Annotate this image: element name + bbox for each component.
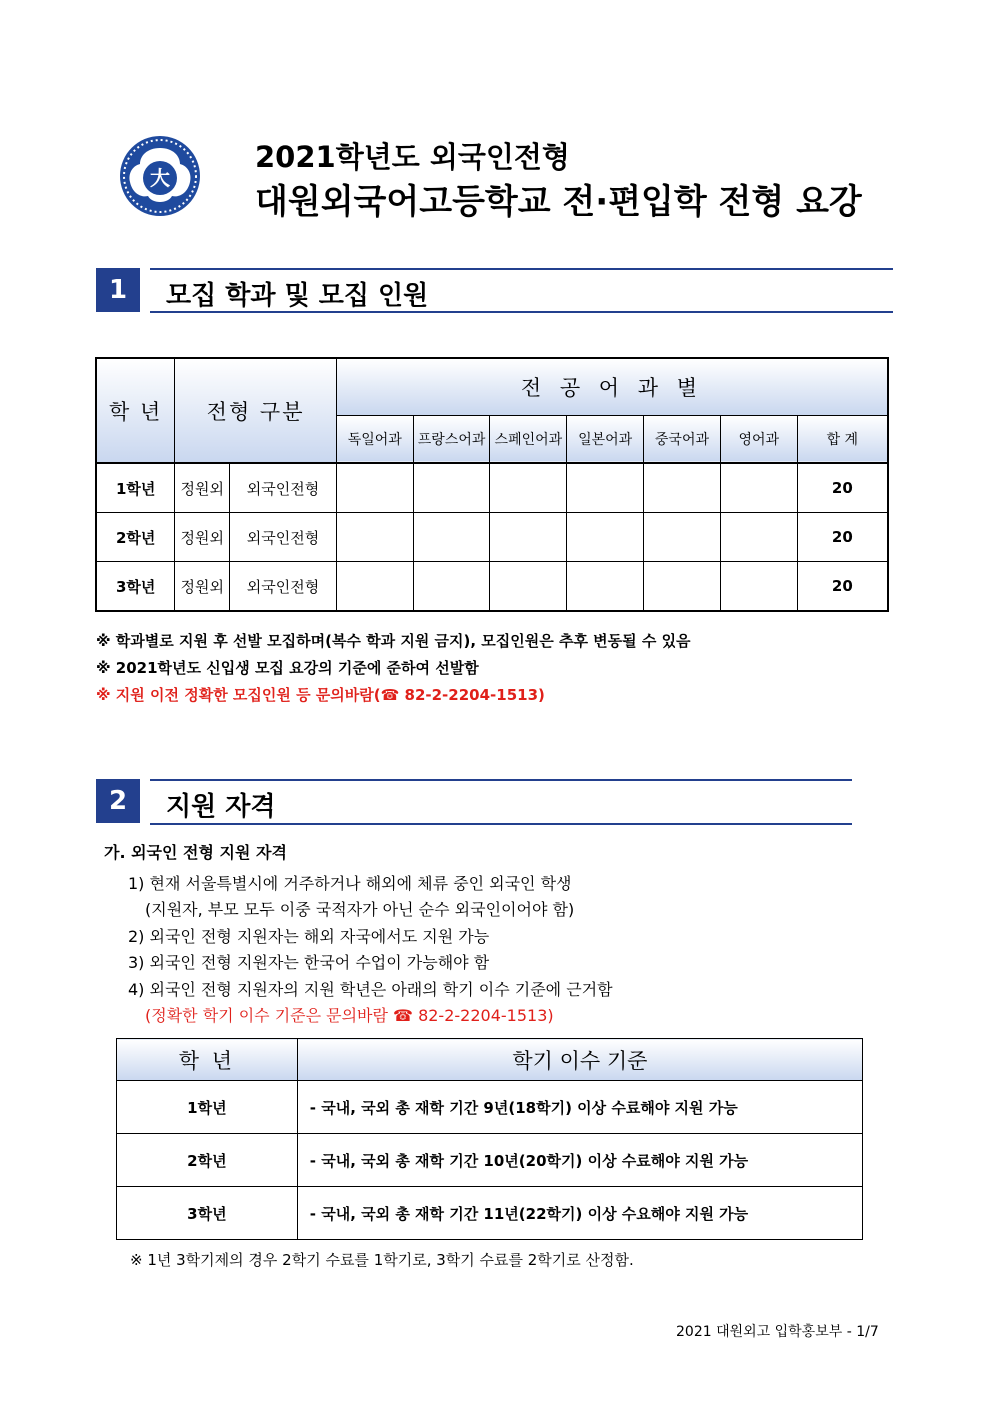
table-row [117, 1134, 863, 1187]
eligibility-item: 4) 외국인 전형 지원자의 지원 학년은 아래의 학기 이수 기준에 근거함 [128, 980, 613, 999]
major-cell [490, 562, 567, 612]
quota-cell: 정원외 [175, 513, 230, 562]
semester-criteria-table [116, 1038, 863, 1240]
major-cell [413, 513, 490, 562]
header-major-german: 독일어과 [336, 415, 413, 463]
section2-top-rule [150, 779, 852, 781]
major-cell [720, 513, 797, 562]
major-cell [720, 463, 797, 513]
table-row [117, 1081, 863, 1134]
section2-bottom-rule [150, 823, 852, 825]
table-row [96, 463, 888, 513]
grade-cell: 1학년 [117, 1081, 298, 1134]
major-cell [567, 463, 644, 513]
header-total: 합 계 [797, 415, 888, 463]
type-cell: 외국인전형 [230, 562, 337, 612]
grade-cell: 2학년 [117, 1134, 298, 1187]
quota-cell: 정원외 [175, 562, 230, 612]
table-row [96, 562, 888, 612]
eligibility-contact: (정확한 학기 이수 기준은 문의바람 ☎ 82-2-2204-1513) [145, 1006, 554, 1025]
major-cell [644, 463, 721, 513]
type-cell: 외국인전형 [230, 513, 337, 562]
criteria-cell: - 국내, 국외 총 재학 기간 9년(18학기) 이상 수료해야 지원 가능 [297, 1081, 862, 1134]
section1-title: 모집 학과 및 모집 인원 [166, 281, 429, 311]
header-grade: 학 년 [117, 1039, 298, 1081]
major-cell [644, 513, 721, 562]
header-grade: 학 년 [96, 358, 175, 463]
major-cell [490, 463, 567, 513]
table-row [96, 513, 888, 562]
header-criteria: 학기 이수 기준 [297, 1039, 862, 1081]
type-cell: 외국인전형 [230, 463, 337, 513]
note-item: ※ 학과별로 지원 후 선발 모집하며(복수 학과 지원 금지), 모집인원은 추후 변동될 수 있음 [96, 632, 691, 650]
svg-text:大: 大 [150, 166, 170, 190]
total-cell: 20 [797, 463, 888, 513]
grade-cell: 3학년 [117, 1187, 298, 1240]
major-cell [336, 562, 413, 612]
section2-number: 2 [96, 779, 140, 823]
header-major-japanese: 일본어과 [567, 415, 644, 463]
criteria-cell: - 국내, 국외 총 재학 기간 10년(20학기) 이상 수료해야 지원 가능 [297, 1134, 862, 1187]
eligibility-subheading: 가. 외국인 전형 지원 자격 [104, 843, 287, 862]
header-major-french: 프랑스어과 [413, 415, 490, 463]
note-item-contact: ※ 지원 이전 정확한 모집인원 등 문의바람(☎ 82-2-2204-1513) [96, 686, 545, 704]
quota-table [95, 357, 889, 612]
total-cell: 20 [797, 562, 888, 612]
major-cell [567, 513, 644, 562]
header-admission-type: 전형 구분 [175, 358, 337, 463]
grade-cell: 2학년 [96, 513, 175, 562]
grade-cell: 1학년 [96, 463, 175, 513]
major-cell [413, 463, 490, 513]
eligibility-item: 2) 외국인 전형 지원자는 해외 자국에서도 지원 가능 [128, 927, 490, 946]
page-footer: 2021 대원외고 입학홍보부 - 1/7 [676, 1324, 879, 1340]
note-item: ※ 2021학년도 신입생 모집 요강의 기준에 준하여 선발함 [96, 659, 479, 677]
school-emblem-icon [118, 134, 202, 218]
header-major-group: 전 공 어 과 별 [336, 358, 888, 415]
section1-bottom-rule [150, 311, 893, 313]
section1-number: 1 [96, 268, 140, 312]
section1-top-rule [150, 268, 893, 270]
grade-cell: 3학년 [96, 562, 175, 612]
major-cell [336, 513, 413, 562]
major-cell [644, 562, 721, 612]
total-cell: 20 [797, 513, 888, 562]
criteria-cell: - 국내, 국외 총 재학 기간 11년(22학기) 이상 수요해야 지원 가능 [297, 1187, 862, 1240]
header-major-chinese: 중국어과 [644, 415, 721, 463]
document-title: 대원외국어고등학교 전·편입학 전형 요강 [255, 182, 862, 222]
semester-footnote: ※ 1년 3학기제의 경우 2학기 수료를 1학기로, 3학기 수료를 2학기로 산정함. [130, 1251, 634, 1269]
section2-title: 지원 자격 [166, 792, 276, 822]
document-subtitle: 2021학년도 외국인전형 [255, 140, 570, 174]
major-cell [490, 513, 567, 562]
quota-cell: 정원외 [175, 463, 230, 513]
major-cell [336, 463, 413, 513]
major-cell [567, 562, 644, 612]
eligibility-item: 3) 외국인 전형 지원자는 한국어 수업이 가능해야 함 [128, 953, 490, 972]
header-major-english: 영어과 [720, 415, 797, 463]
table-row [117, 1187, 863, 1240]
eligibility-item: 1) 현재 서울특별시에 거주하거나 해외에 체류 중인 외국인 학생 [128, 874, 572, 893]
major-cell [720, 562, 797, 612]
eligibility-item: (지원자, 부모 모두 이중 국적자가 아닌 순수 외국인이어야 함) [145, 900, 575, 919]
header-major-spanish: 스페인어과 [490, 415, 567, 463]
major-cell [413, 562, 490, 612]
